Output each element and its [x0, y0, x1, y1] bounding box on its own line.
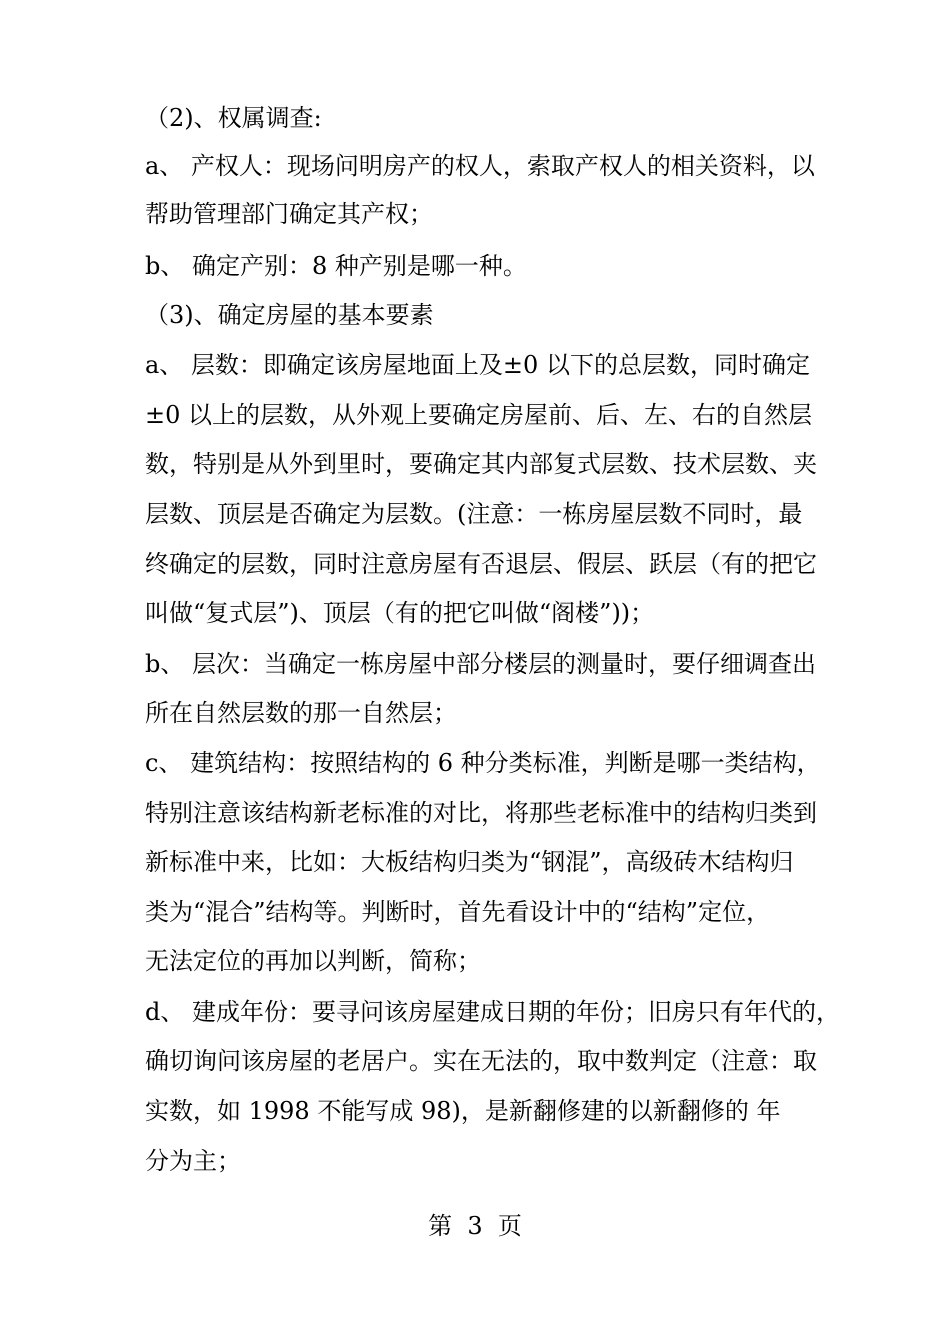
heading-ownership-survey: （2)、权属调查:	[145, 104, 322, 132]
paragraph-line: ±0 以上的层数，从外观上要确定房屋前、后、左、右的自然层	[145, 401, 813, 429]
paragraph-line: 帮助管理部门确定其产权；	[145, 200, 433, 228]
paragraph-line: 层数、顶层是否确定为层数。(注意：一栋房屋层数不同时，最	[145, 500, 803, 528]
paragraph-line: c、 建筑结构：按照结构的 6 种分类标准，判断是哪一类结构，	[145, 749, 821, 777]
paragraph-line: 数，特别是从外到里时，要确定其内部复式层数、技术层数、夹	[145, 450, 817, 478]
paragraph-line: 确切询问该房屋的老居户。实在无法的，取中数判定（注意：取	[145, 1047, 817, 1075]
paragraph-line: b、 确定产别：8 种产别是哪一种。	[145, 252, 527, 280]
paragraph-line: 叫做“复式层”)、顶层（有的把它叫做“阁楼”))；	[145, 599, 655, 627]
paragraph-line: 特别注意该结构新老标准的对比，将那些老标准中的结构归类到	[145, 799, 817, 827]
paragraph-line: a、 产权人：现场问明房产的权人，索取产权人的相关资料，以	[145, 152, 815, 180]
paragraph-line: 实数，如 1998 不能写成 98)，是新翻修建的以新翻修的 年	[145, 1097, 781, 1125]
paragraph-line: 分为主；	[145, 1147, 241, 1175]
paragraph-line: 终确定的层数，同时注意房屋有否退层、假层、跃层（有的把它	[145, 550, 817, 578]
paragraph-line: a、 层数：即确定该房屋地面上及±0 以下的总层数，同时确定	[145, 351, 810, 379]
page-number: 第 3 页	[428, 1212, 522, 1240]
heading-basic-elements: （3)、确定房屋的基本要素	[145, 301, 434, 329]
paragraph-line: 所在自然层数的那一自然层；	[145, 699, 457, 727]
paragraph-line: 无法定位的再加以判断，简称；	[145, 947, 481, 975]
paragraph-line: 新标准中来，比如：大板结构归类为“钢混”，高级砖木结构归	[145, 848, 794, 876]
paragraph-line: b、 层次：当确定一栋房屋中部分楼层的测量时，要仔细调查出	[145, 650, 816, 678]
paragraph-line: 类为“混合”结构等。判断时，首先看设计中的“结构”定位，	[145, 898, 771, 926]
paragraph-line: d、 建成年份：要寻问该房屋建成日期的年份；旧房只有年代的，	[145, 998, 840, 1026]
